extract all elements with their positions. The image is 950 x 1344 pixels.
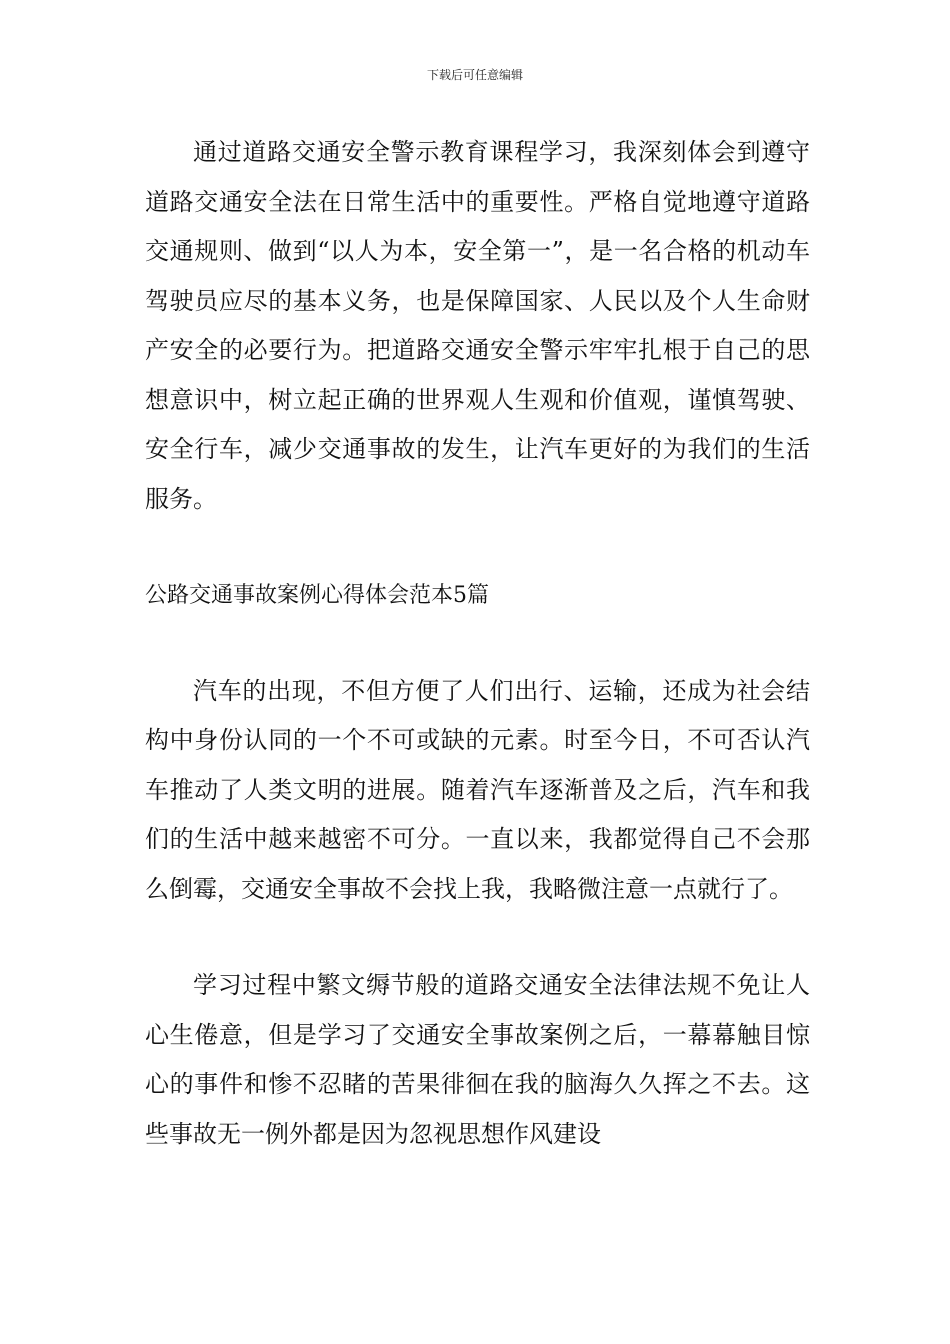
section-heading: 公路交通事故案例心得体会范本5篇	[145, 583, 489, 608]
paragraph-1: 通过道路交通安全警示教育课程学习，我深刻体会到遵守道路交通安全法在日常生活中的重要性。严格自觉地遵守道路交通规则、做到“以人为本，安全第一”，是一名合格的机动车驾驶员应尽的基本义务，也是保障国家、人民以及个人生命财产安全的必要行为。把道路交通安全警示牢牢扎根于自己的思想意识中，树立起正确的世界观人生观和价值观，谨慎驾驶、安全行车，减少交通事故的发生，让汽车更好的为我们的生活服务。	[145, 138, 810, 513]
document-body	[145, 128, 810, 1159]
paragraph-2: 汽车的出现，不但方便了人们出行、运输，还成为社会结构中身份认同的一个不可或缺的元素。时至今日，不可否认汽车推动了人类文明的进展。随着汽车逐渐普及之后，汽车和我们的生活中越来越密不可分。一直以来，我都觉得自己不会那么倒霉，交通安全事故不会找上我，我略微注意一点就行了。	[145, 676, 810, 903]
page-header-note: 下载后可任意编辑	[426, 68, 523, 82]
paragraph-3: 学习过程中繁文缛节般的道路交通安全法律法规不免让人心生倦意，但是学习了交通安全事故案例之后，一幕幕触目惊心的事件和惨不忍睹的苦果徘徊在我的脑海久久挥之不去。这些事故无一例外都是因为忽视思想作风建设	[145, 971, 810, 1148]
